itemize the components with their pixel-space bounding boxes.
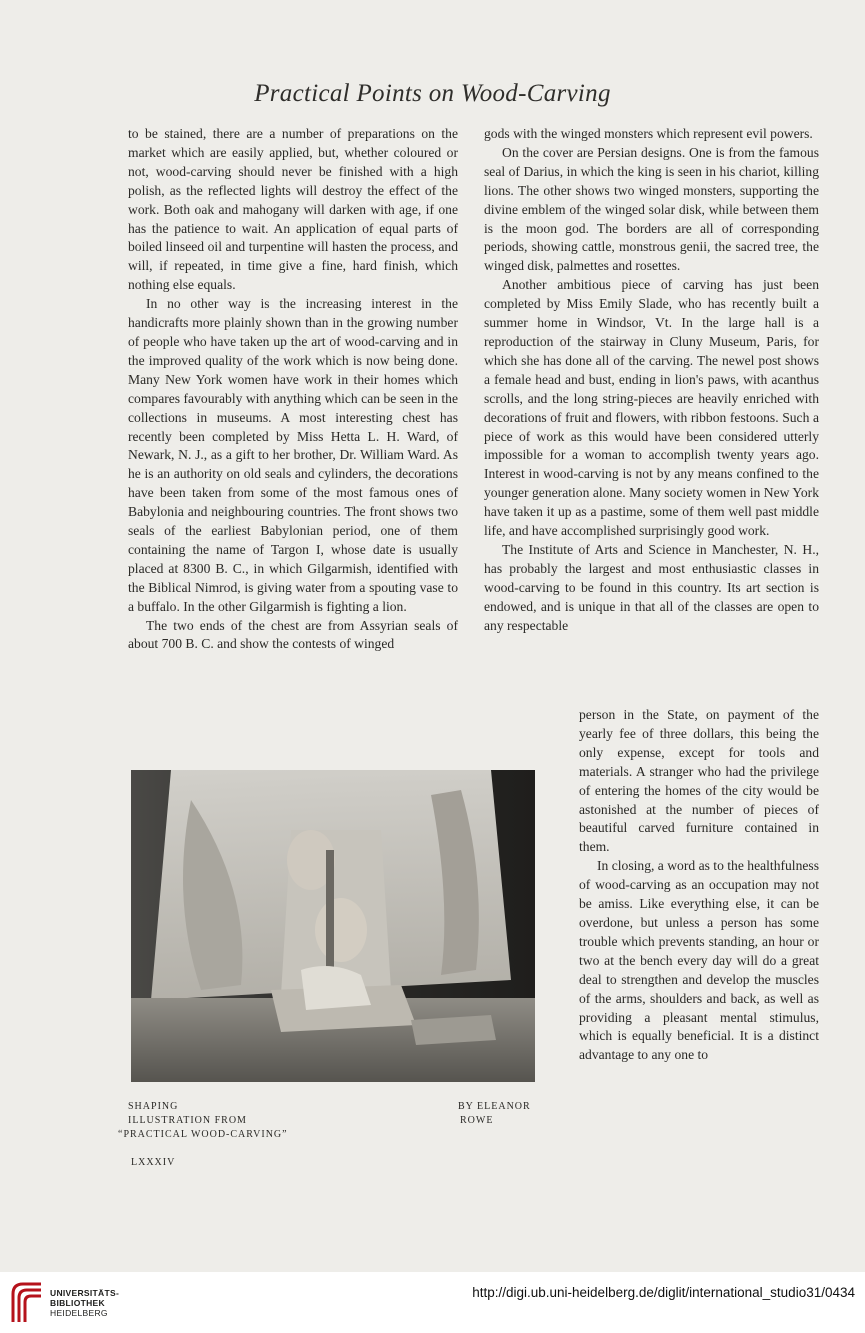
running-title: Practical Points on Wood-Carving	[254, 80, 611, 107]
source-url-link[interactable]: http://digi.ub.uni-heidelberg.de/diglit/international_studio31/0434	[472, 1285, 855, 1300]
paragraph: The two ends of the chest are from Assyrian seals of about 700 B. C. and show the contests of winged	[128, 617, 458, 652]
caption-line: ROWE	[460, 1115, 494, 1126]
paragraph: gods with the winged monsters which represent evil powers.	[484, 126, 813, 141]
paragraph: Another ambitious piece of carving has just been completed by Miss Emily Slade, who has recently built a summer home in Windsor, Vt. In the large hall is a reproduction of the stairway in Cluny Museum, Paris, for which she has done all of the carving. The newel post shows a female head and bust, ending in lion's paws, with acanthus scrolls, and the long string-pieces are heavily enriched with decorations of fruit and flowers, with ribbon festoons. Such a piece of work as this would have been considered utterly impossible for a woman to accomplish twenty years ago. Interest in wood-carving is not by any means confined to the younger generation alone. Many society women in New York have taken it up as a pastime, some of them well past middle life, and have accomplished surprisingly good work.	[484, 277, 819, 539]
library-name-line: HEIDELBERG	[50, 1308, 108, 1318]
right-column-top	[484, 125, 819, 635]
page-number: LXXXIV	[131, 1157, 176, 1168]
paragraph: In no other way is the increasing interest in the handicrafts more plainly shown than in the growing number of people who have taken up the art of wood-carving and in the improved quality of the work which is now being done. Many New York women have work in their homes which compares favourably with anything which can be seen in the collections in museums. A most interesting chest has recently been completed by Miss Hetta L. H. Ward, of Newark, N. J., as a gift to her brother, Dr. William Ward. As he is an authority on old seals and cylinders, the decorations have been taken from some of the most famous ones of Babylonia and neighbouring countries. The front shows two seals of the earliest Babylonian period, one of them containing the name of Targon I, whose date is usually placed at 8300 B. C., in which Gilgarmish, identified with the Biblical Nimrod, is giving water from a spouting vase to a buffalo. In the other Gilgarmish is fighting a lion.	[128, 296, 458, 614]
figure-caption-left	[118, 1100, 288, 1142]
figure-caption-right	[458, 1100, 531, 1128]
paragraph: person in the State, on payment of the yearly fee of three dollars, this being the only expense, except for tools and materials. A stranger who had the privilege of entering the homes of the city would be astonished at the number of pieces of beautiful carved furniture contained in them.	[579, 707, 819, 855]
library-logo-icon	[9, 1280, 45, 1326]
library-name	[50, 1288, 119, 1318]
digitization-footer	[0, 1272, 865, 1333]
paragraph: On the cover are Persian designs. One is from the famous seal of Darius, in which the king is seen in his chariot, killing lions. The other shows two winged monsters, supporting the divine emblem of the winged solar disk, while between them is the moon god. The borders are all of corresponding periods, showing cattle, monstrous genii, the sacred tree, the winged disk, palmettes and rosettes.	[484, 144, 819, 274]
paragraph: In closing, a word as to the healthfulness of wood-carving as an occupation may not be amiss. Like everything else, it can be overdone, but unless a person has some trouble which prevents standing, an hour or two at the bench every day will do a great deal to strengthen and develop the muscles of the arms, shoulders and back, as well as providing a pleasant mental stimulus, which is equally beneficial. It is a distinct advantage to any one to	[579, 858, 819, 1063]
library-name-line: BIBLIOTHEK	[50, 1298, 105, 1308]
caption-line: SHAPING	[128, 1101, 179, 1112]
library-name-line: UNIVERSITÄTS-	[50, 1288, 120, 1298]
right-column-bottom	[579, 706, 819, 1065]
paragraph: The Institute of Arts and Science in Manchester, N. H., has probably the largest and most enthusiastic classes in wood-carving to be found in this country. Its art section is endowed, and is unique in that all of the classes are open to any respectable	[484, 541, 819, 633]
caption-line: ILLUSTRATION FROM	[128, 1115, 247, 1126]
woodcarving-photograph	[131, 770, 535, 1082]
paragraph: to be stained, there are a number of preparations on the market which are easily applied, but, whether coloured or not, wood-carving should never be finished with a high polish, as the reflected lights will destroy the effect of the work. Both oak and mahogany will darken with age, if one has the patience to wait. An application of equal parts of boiled linseed oil and turpentine will hasten the process, and will, if repeated, in time give a fine, hard finish, which nothing else equals.	[128, 126, 458, 293]
photograph-image	[131, 770, 535, 1082]
caption-line: “PRACTICAL WOOD-CARVING”	[118, 1129, 288, 1140]
left-column	[128, 125, 458, 654]
caption-line: BY ELEANOR	[458, 1101, 531, 1112]
